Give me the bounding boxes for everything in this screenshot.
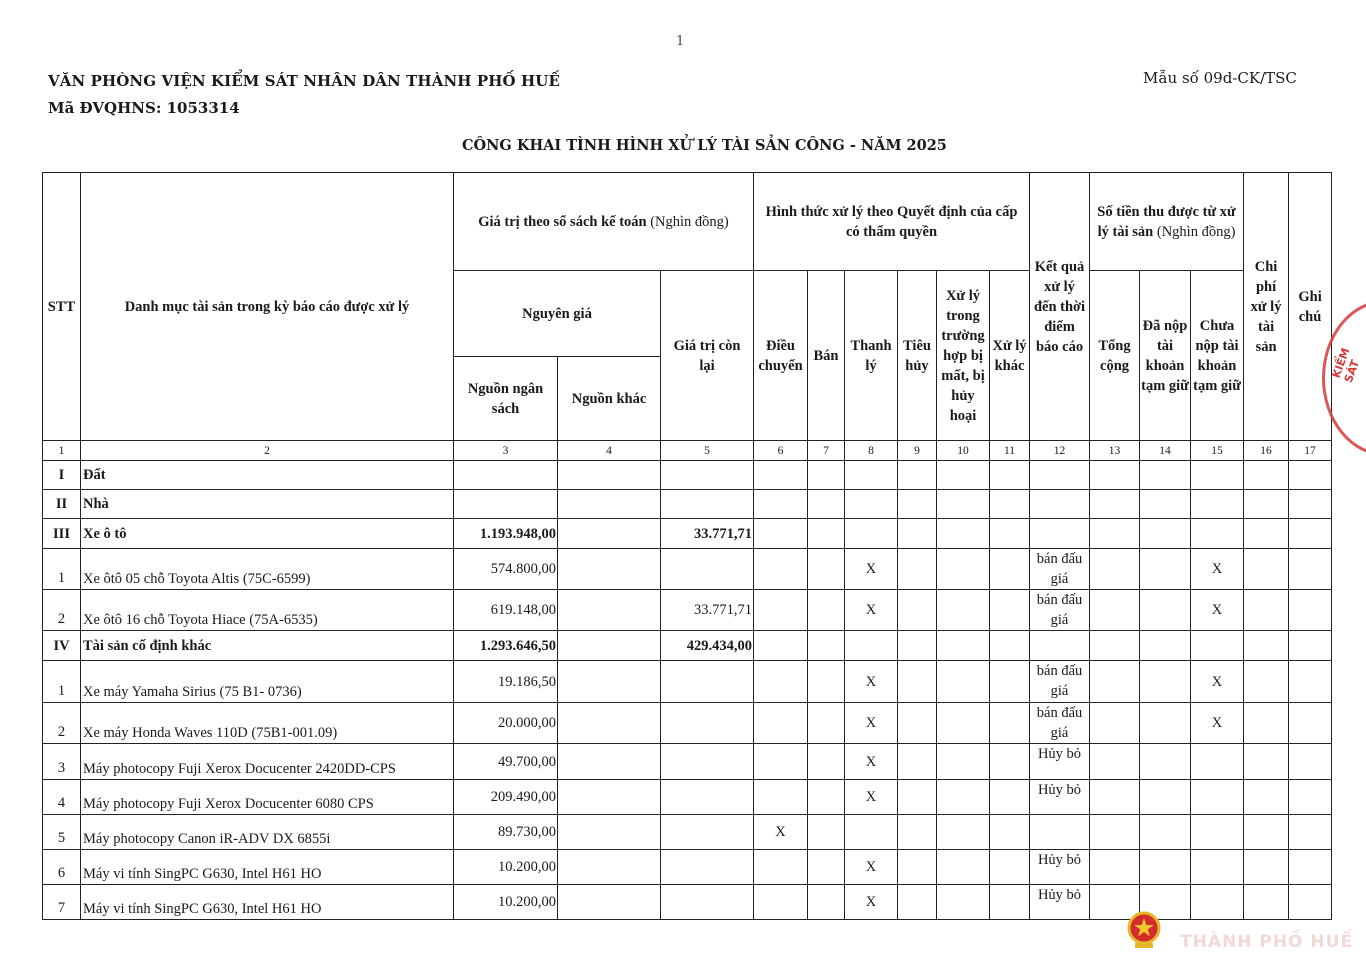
section-empty-cell [1289, 461, 1332, 490]
item-state-budget: 574.800,00 [454, 549, 558, 590]
item-liquidation-mark: X [845, 744, 898, 780]
item-other-mark [990, 850, 1030, 885]
section-empty-cell [1030, 631, 1090, 661]
header-note-label: Ghi chú [1298, 288, 1322, 325]
section-empty-cell [990, 519, 1030, 549]
section-empty-cell [1191, 461, 1244, 490]
section-empty-cell [754, 461, 808, 490]
section-empty-cell [845, 490, 898, 519]
column-number: 17 [1289, 441, 1332, 461]
item-liquidation-mark: X [845, 885, 898, 920]
section-empty-cell [845, 519, 898, 549]
column-number: 3 [454, 441, 558, 461]
item-cost [1244, 885, 1289, 920]
item-paid [1140, 661, 1191, 703]
item-result: bán đấu giá [1030, 661, 1090, 703]
item-other-source [558, 661, 661, 703]
item-name: Xe ôtô 16 chỗ Toyota Hiace (75A-6535) [81, 590, 454, 631]
table-row [43, 549, 1332, 590]
item-paid [1140, 815, 1191, 850]
section-row [43, 519, 1332, 549]
section-empty-cell [1140, 461, 1191, 490]
section-name: Đất [81, 461, 454, 490]
item-stt: 2 [43, 703, 81, 744]
item-cost [1244, 661, 1289, 703]
item-sale-mark [808, 703, 845, 744]
item-destruction-mark [898, 590, 937, 631]
item-note [1289, 850, 1332, 885]
item-liquidation-mark: X [845, 661, 898, 703]
item-transfer-mark [754, 780, 808, 815]
item-liquidation-mark [845, 815, 898, 850]
header-category-label: Danh mục tài sản trong kỳ báo cáo được xử lý [124, 298, 410, 315]
section-empty-cell [1030, 490, 1090, 519]
item-cost [1244, 780, 1289, 815]
item-total [1090, 815, 1140, 850]
item-unpaid-mark [1191, 744, 1244, 780]
column-number: 9 [898, 441, 937, 461]
item-total [1090, 744, 1140, 780]
item-state-budget: 49.700,00 [454, 744, 558, 780]
header-loss: Xử lý trong trường hợp bị mất, bị hủy hoại [937, 271, 990, 441]
item-state-budget: 89.730,00 [454, 815, 558, 850]
section-empty-cell [898, 461, 937, 490]
item-stt: 7 [43, 885, 81, 920]
column-number: 7 [808, 441, 845, 461]
section-empty-cell [1244, 519, 1289, 549]
item-sale-mark [808, 780, 845, 815]
item-note [1289, 780, 1332, 815]
item-liquidation-mark: X [845, 549, 898, 590]
table-row [43, 661, 1332, 703]
section-stt: I [43, 461, 81, 490]
item-transfer-mark [754, 850, 808, 885]
item-state-budget: 619.148,00 [454, 590, 558, 631]
item-transfer-mark: X [754, 815, 808, 850]
header-cost [1244, 173, 1289, 441]
national-emblem-icon [1126, 910, 1162, 950]
header-remaining-label: Giá trị còn lại [673, 337, 741, 374]
section-name: Nhà [81, 490, 454, 519]
item-cost [1244, 703, 1289, 744]
section-other-source [558, 461, 661, 490]
item-remaining [661, 780, 754, 815]
item-state-budget: 20.000,00 [454, 703, 558, 744]
section-empty-cell [1090, 631, 1140, 661]
header-paid: Đã nộp tài khoản tạm giữ [1140, 271, 1191, 441]
item-stt: 2 [43, 590, 81, 631]
item-note [1289, 703, 1332, 744]
document-title: CÔNG KHAI TÌNH HÌNH XỬ LÝ TÀI SẢN CÔNG - NĂM 2025 [462, 137, 947, 154]
column-number: 4 [558, 441, 661, 461]
item-sale-mark [808, 815, 845, 850]
header-proceeds [1090, 173, 1244, 271]
table-row [43, 780, 1332, 815]
section-empty-cell [990, 490, 1030, 519]
section-empty-cell [898, 631, 937, 661]
item-stt: 4 [43, 780, 81, 815]
column-number: 13 [1090, 441, 1140, 461]
item-result: Hủy bỏ [1030, 744, 1090, 780]
header-disposal-form-label: Hình thức xử lý theo Quyết định của cấp có thẩm quyền [765, 203, 1018, 240]
item-destruction-mark [898, 549, 937, 590]
section-empty-cell [1244, 461, 1289, 490]
item-total [1090, 850, 1140, 885]
column-number: 15 [1191, 441, 1244, 461]
section-stt: II [43, 490, 81, 519]
section-other-source [558, 490, 661, 519]
item-remaining [661, 885, 754, 920]
item-loss-mark [937, 590, 990, 631]
header-disposal-form [754, 173, 1030, 271]
item-other-source [558, 885, 661, 920]
item-loss-mark [937, 850, 990, 885]
section-empty-cell [808, 631, 845, 661]
item-loss-mark [937, 815, 990, 850]
item-loss-mark [937, 780, 990, 815]
item-loss-mark [937, 744, 990, 780]
item-liquidation-mark: X [845, 850, 898, 885]
item-other-mark [990, 590, 1030, 631]
item-stt: 5 [43, 815, 81, 850]
header-transfer: Điều chuyển [754, 271, 808, 441]
item-name: Xe máy Yamaha Sirius (75 B1- 0736) [81, 661, 454, 703]
item-destruction-mark [898, 815, 937, 850]
section-empty-cell [1191, 631, 1244, 661]
section-empty-cell [754, 631, 808, 661]
section-empty-cell [990, 461, 1030, 490]
column-number: 2 [81, 441, 454, 461]
table-row [43, 744, 1332, 780]
header-state-budget [454, 357, 558, 441]
section-empty-cell [1289, 490, 1332, 519]
section-empty-cell [754, 519, 808, 549]
table-row [43, 703, 1332, 744]
item-other-source [558, 780, 661, 815]
header-liquidation: Thanh lý [845, 271, 898, 441]
item-transfer-mark [754, 590, 808, 631]
item-note [1289, 744, 1332, 780]
item-paid [1140, 780, 1191, 815]
item-destruction-mark [898, 661, 937, 703]
item-transfer-mark [754, 885, 808, 920]
column-number: 14 [1140, 441, 1191, 461]
item-name: Máy photocopy Fuji Xerox Docucenter 2420DD-CPS [81, 744, 454, 780]
header-result [1030, 173, 1090, 441]
item-result: Hủy bỏ [1030, 850, 1090, 885]
column-number: 5 [661, 441, 754, 461]
section-empty-cell [937, 461, 990, 490]
section-empty-cell [1289, 519, 1332, 549]
item-state-budget: 209.490,00 [454, 780, 558, 815]
item-unpaid-mark [1191, 780, 1244, 815]
item-other-source [558, 549, 661, 590]
item-name: Máy photocopy Canon iR-ADV DX 6855i [81, 815, 454, 850]
item-paid [1140, 744, 1191, 780]
form-number: Mẫu số 09d-CK/TSC [1143, 69, 1297, 87]
section-row [43, 490, 1332, 519]
item-unpaid-mark: X [1191, 703, 1244, 744]
item-transfer-mark [754, 744, 808, 780]
section-empty-cell [898, 519, 937, 549]
column-number: 6 [754, 441, 808, 461]
item-remaining [661, 744, 754, 780]
item-remaining: 33.771,71 [661, 590, 754, 631]
item-remaining [661, 661, 754, 703]
section-name: Tài sản cố định khác [81, 631, 454, 661]
table-row [43, 590, 1332, 631]
item-stt: 1 [43, 549, 81, 590]
header-sale: Bán [808, 271, 845, 441]
section-empty-cell [1030, 519, 1090, 549]
item-paid [1140, 549, 1191, 590]
item-cost [1244, 850, 1289, 885]
item-state-budget: 10.200,00 [454, 850, 558, 885]
header-category [81, 173, 454, 441]
section-remaining [661, 461, 754, 490]
item-other-source [558, 703, 661, 744]
section-empty-cell [808, 461, 845, 490]
item-result: Hủy bỏ [1030, 885, 1090, 920]
header-remaining-value [661, 271, 754, 441]
header-other-handling: Xử lý khác [990, 271, 1030, 441]
section-empty-cell [1090, 461, 1140, 490]
item-sale-mark [808, 850, 845, 885]
item-state-budget: 10.200,00 [454, 885, 558, 920]
section-empty-cell [937, 490, 990, 519]
item-total [1090, 703, 1140, 744]
item-liquidation-mark: X [845, 780, 898, 815]
item-result [1030, 815, 1090, 850]
section-empty-cell [1140, 490, 1191, 519]
item-loss-mark [937, 703, 990, 744]
item-other-mark [990, 661, 1030, 703]
item-destruction-mark [898, 703, 937, 744]
item-unpaid-mark [1191, 850, 1244, 885]
item-other-source [558, 590, 661, 631]
section-empty-cell [1244, 490, 1289, 519]
organization-name: VĂN PHÒNG VIỆN KIỂM SÁT NHÂN DÂN THÀNH PHỐ HUẾ [48, 72, 560, 90]
section-empty-cell [1191, 519, 1244, 549]
item-note [1289, 815, 1332, 850]
section-empty-cell [1140, 519, 1191, 549]
item-other-mark [990, 815, 1030, 850]
item-sale-mark [808, 885, 845, 920]
item-stt: 1 [43, 661, 81, 703]
header-state-budget-label: Nguồn ngân sách [467, 380, 544, 417]
header-total: Tổng cộng [1090, 271, 1140, 441]
item-sale-mark [808, 590, 845, 631]
section-other-source [558, 519, 661, 549]
item-name: Xe máy Honda Waves 110D (75B1-001.09) [81, 703, 454, 744]
section-remaining: 429.434,00 [661, 631, 754, 661]
section-state-budget [454, 490, 558, 519]
item-other-source [558, 815, 661, 850]
section-empty-cell [1090, 519, 1140, 549]
item-liquidation-mark: X [845, 703, 898, 744]
header-result-label: Kết quả xử lý đến thời điểm báo cáo [1033, 258, 1086, 355]
item-destruction-mark [898, 850, 937, 885]
item-result: bán đấu giá [1030, 590, 1090, 631]
item-unpaid-mark: X [1191, 661, 1244, 703]
section-empty-cell [754, 490, 808, 519]
header-original-cost: Nguyên giá [454, 271, 661, 357]
item-remaining [661, 815, 754, 850]
section-empty-cell [1244, 631, 1289, 661]
header-stt: STT [43, 173, 81, 441]
item-other-mark [990, 703, 1030, 744]
item-note [1289, 590, 1332, 631]
header-unpaid: Chưa nộp tài khoản tạm giữ [1191, 271, 1244, 441]
item-name: Máy photocopy Fuji Xerox Docucenter 6080 CPS [81, 780, 454, 815]
item-state-budget: 19.186,50 [454, 661, 558, 703]
item-cost [1244, 744, 1289, 780]
column-number: 1 [43, 441, 81, 461]
item-name: Máy vi tính SingPC G630, Intel H61 HO [81, 885, 454, 920]
item-cost [1244, 815, 1289, 850]
page-number: 1 [676, 34, 685, 49]
section-row [43, 631, 1332, 661]
column-number-row [43, 441, 1332, 461]
section-stt: III [43, 519, 81, 549]
item-result: bán đấu giá [1030, 549, 1090, 590]
section-empty-cell [1191, 490, 1244, 519]
section-state-budget [454, 461, 558, 490]
item-name: Xe ôtô 05 chỗ Toyota Altis (75C-6599) [81, 549, 454, 590]
item-other-mark [990, 744, 1030, 780]
section-state-budget: 1.193.948,00 [454, 519, 558, 549]
item-result: Hủy bỏ [1030, 780, 1090, 815]
item-loss-mark [937, 661, 990, 703]
column-number: 11 [990, 441, 1030, 461]
stamp-text: KIỂM SÁT [1329, 346, 1362, 385]
item-other-mark [990, 885, 1030, 920]
item-other-source [558, 850, 661, 885]
section-empty-cell [1140, 631, 1191, 661]
section-empty-cell [937, 519, 990, 549]
item-cost [1244, 590, 1289, 631]
section-empty-cell [937, 631, 990, 661]
item-paid [1140, 850, 1191, 885]
header-book-value-label: Giá trị theo sổ sách kế toán [478, 213, 647, 230]
item-destruction-mark [898, 885, 937, 920]
section-row [43, 461, 1332, 490]
header-proceeds-unit: (Nghìn đồng) [1156, 223, 1236, 240]
section-empty-cell [808, 490, 845, 519]
item-remaining [661, 850, 754, 885]
item-other-mark [990, 549, 1030, 590]
item-paid [1140, 590, 1191, 631]
item-result: bán đấu giá [1030, 703, 1090, 744]
asset-disposal-table [42, 172, 1332, 920]
item-stt: 3 [43, 744, 81, 780]
item-remaining [661, 549, 754, 590]
column-number: 12 [1030, 441, 1090, 461]
section-name: Xe ô tô [81, 519, 454, 549]
item-note [1289, 549, 1332, 590]
column-number: 16 [1244, 441, 1289, 461]
section-empty-cell [1289, 631, 1332, 661]
section-empty-cell [808, 519, 845, 549]
item-sale-mark [808, 744, 845, 780]
table-row [43, 850, 1332, 885]
item-remaining [661, 703, 754, 744]
section-other-source [558, 631, 661, 661]
section-empty-cell [898, 490, 937, 519]
item-other-mark [990, 780, 1030, 815]
section-empty-cell [1030, 461, 1090, 490]
item-total [1090, 549, 1140, 590]
item-unpaid-mark [1191, 815, 1244, 850]
header-book-value-unit: (Nghìn đồng) [650, 213, 729, 230]
section-empty-cell [990, 631, 1030, 661]
item-sale-mark [808, 549, 845, 590]
item-unpaid-mark: X [1191, 549, 1244, 590]
table-body [43, 461, 1332, 920]
item-cost [1244, 549, 1289, 590]
item-transfer-mark [754, 661, 808, 703]
item-note [1289, 885, 1332, 920]
item-note [1289, 661, 1332, 703]
section-stt: IV [43, 631, 81, 661]
section-empty-cell [845, 461, 898, 490]
section-empty-cell [1090, 490, 1140, 519]
item-loss-mark [937, 549, 990, 590]
item-total [1090, 661, 1140, 703]
column-number: 8 [845, 441, 898, 461]
section-remaining: 33.771,71 [661, 519, 754, 549]
item-loss-mark [937, 885, 990, 920]
section-empty-cell [845, 631, 898, 661]
item-destruction-mark [898, 744, 937, 780]
column-number: 10 [937, 441, 990, 461]
organization-code: Mã ĐVQHNS: 1053314 [48, 99, 240, 117]
header-other-source: Nguồn khác [558, 357, 661, 441]
section-remaining [661, 490, 754, 519]
item-destruction-mark [898, 780, 937, 815]
watermark: THÀNH PHỐ HUẾ [1180, 932, 1354, 952]
table-row [43, 815, 1332, 850]
header-book-value [454, 173, 754, 271]
item-sale-mark [808, 661, 845, 703]
header-cost-label: Chi phí xử lý tài sản [1250, 258, 1282, 355]
item-unpaid-mark: X [1191, 590, 1244, 631]
item-stt: 6 [43, 850, 81, 885]
item-liquidation-mark: X [845, 590, 898, 631]
item-name: Máy vi tính SingPC G630, Intel H61 HO [81, 850, 454, 885]
item-total [1090, 780, 1140, 815]
section-state-budget: 1.293.646,50 [454, 631, 558, 661]
header-proceeds-label: Số tiền thu được từ xử lý tài sản [1097, 203, 1236, 240]
item-total [1090, 590, 1140, 631]
item-transfer-mark [754, 703, 808, 744]
item-paid [1140, 703, 1191, 744]
item-other-source [558, 744, 661, 780]
item-transfer-mark [754, 549, 808, 590]
item-unpaid-mark [1191, 885, 1244, 920]
header-destruction: Tiêu hủy [898, 271, 937, 441]
